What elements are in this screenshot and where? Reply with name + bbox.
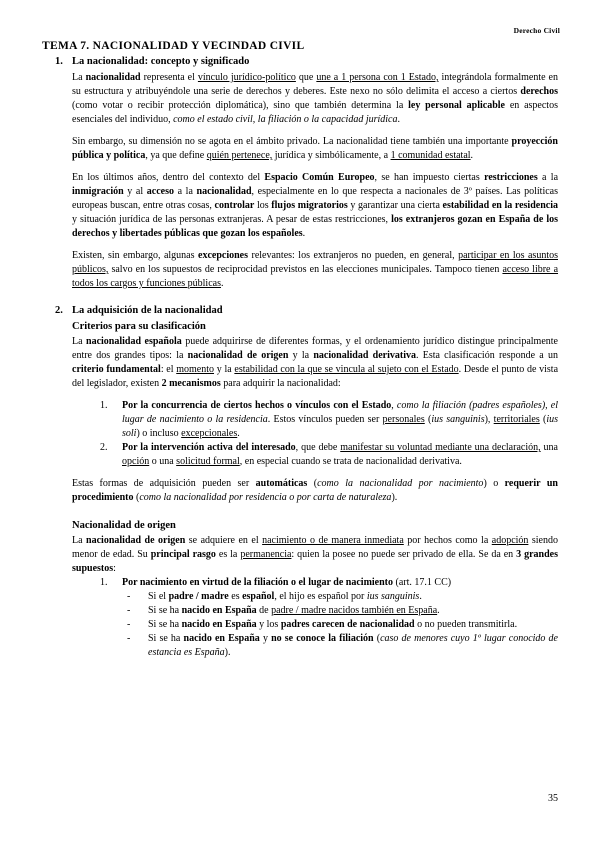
list-item-mechanism-1 [100,399,558,441]
section-2-heading [55,304,558,318]
list-item-number: 1. [100,577,108,588]
list-item-number: 1. [100,400,108,411]
list-item-mechanism-2 [100,441,558,469]
list-item-text: Por la concurrencia de ciertos hechos o vínculos con el Estado, como la filiación (padres españoles), el lugar de nacimiento o la residencia. Estos vínculos pueden ser personales (ius sanguinis), territoriales (ius soli) o incluso excepcionales. [122,400,559,439]
page-title: TEMA 7. NACIONALIDAD Y VECINDAD CIVIL [42,40,305,52]
paragraph: La nacionalidad española puede adquirirse de diferentes formas, y el ordenamiento jurídico distingue principalmente entre dos grandes tipos: la nacionalidad de origen y la nacionalidad derivativa. Esta clasificación responde a un criterio fundamental: el momento y la estabilidad con la que se vincula al sujeto con el Estado. Desde el punto de vista del legislador, existen 2 mecanismos para adquirir la nacionalidad: [72,336,559,389]
subheading-nacionalidad-origen: Nacionalidad de origen [72,520,176,531]
paragraph: Sin embargo, su dimensión no se agota en el ámbito privado. La nacionalidad tiene también una importante proyección pública y política, ya que define quién pertenece, jurídica y simbólicamente, a 1 comunidad estatal. [72,136,558,161]
dash-bullet: - [127,591,131,602]
section-1-body [72,71,558,291]
section-1-heading-text: La nacionalidad: concepto y significado [72,56,250,67]
paragraph: Estas formas de adquisición pueden ser automáticas (como la nacionalidad por nacimiento) o requerir un procedimiento (como la nacionalidad por residencia o por carta de naturaleza). [72,478,558,503]
list-item-number: 2. [100,442,108,453]
mechanisms-list [72,399,558,469]
list-item-text: Por la intervención activa del interesado, que debe manifestar su voluntad mediante una declaración, una opción o una solicitud formal, en especial cuando se trata de nacionalidad derivativa. [122,442,558,467]
section-2-body [72,320,558,660]
document-content [42,40,558,660]
section-2-number: 2. [55,305,63,316]
dash-bullet: - [127,633,131,644]
page-number: 35 [548,793,558,804]
list-item-supuesto-1 [100,576,558,590]
list-item-text: Por nacimiento en virtud de la filiación o el lugar de nacimiento (art. 17.1 CC) [122,577,452,588]
section-1-heading [55,55,558,69]
dash-item-text: Si se ha nacido en España y los padres carecen de nacionalidad o no pueden transmitirla. [148,619,518,630]
dash-bullet: - [127,605,131,616]
paragraph: La nacionalidad representa el vínculo jurídico-político que une a 1 persona con 1 Estado, integrándola formalmente en su estructura y atribuyéndole una serie de derechos y deberes. Este nexo no sólo delimita el acceso a ciertos derechos (como votar o recibir protección diplomática), sino que también determina la ley personal aplicable en aspectos esenciales del individuo, como el estado civil, la filiación o la capacidad jurídica. [72,72,558,125]
dash-list-item [127,604,558,618]
dash-list-item [127,590,558,604]
section-1-number: 1. [55,56,63,67]
dash-list-item [127,618,558,632]
header-course-label: Derecho Civil [513,26,560,35]
subheading-criterios: Criterios para su clasificación [72,321,206,332]
dash-item-text: Si se ha nacido en España de padre / madre nacidos también en España. [148,605,440,616]
dash-item-text: Si se ha nacido en España y no se conoce la filiación (caso de menores cuyo 1º lugar conocido de estancia es España). [148,633,558,658]
paragraph: La nacionalidad de origen se adquiere en el nacimiento o de manera inmediata por hechos como la adopción siendo menor de edad. Su principal rasgo es la permanencia: quien la posee no puede ser privado de ella. Se da en 3 grandes supuestos: [72,535,559,574]
paragraph: Existen, sin embargo, algunas excepciones relevantes: los extranjeros no pueden, en general, participar en los asuntos públicos, salvo en los supuestos de reciprocidad previstos en las elecciones municipales. Tampoco tienen acceso libre a todos los cargos y funciones públicas. [72,250,559,289]
section-2-heading-text: La adquisición de la nacionalidad [72,305,223,316]
dash-list-item [127,632,558,660]
dash-item-text: Si el padre / madre es español, el hijo es español por ius sanguinis. [148,591,422,602]
dash-bullet: - [127,619,131,630]
paragraph: En los últimos años, dentro del contexto del Espacio Común Europeo, se han impuesto ciertas restricciones a la inmigración y al acceso a la nacionalidad, especialmente en lo que respecta a nacionales de 3º países. Las políticas europeas buscan, entre otras cosas, controlar los flujos migratorios y garantizar una cierta estabilidad en la residencia y situación jurídica de las personas extranjeras. A pesar de estas restricciones, los extranjeros gozan en España de los derechos y libertades públicas que gozan los españoles. [72,172,559,239]
